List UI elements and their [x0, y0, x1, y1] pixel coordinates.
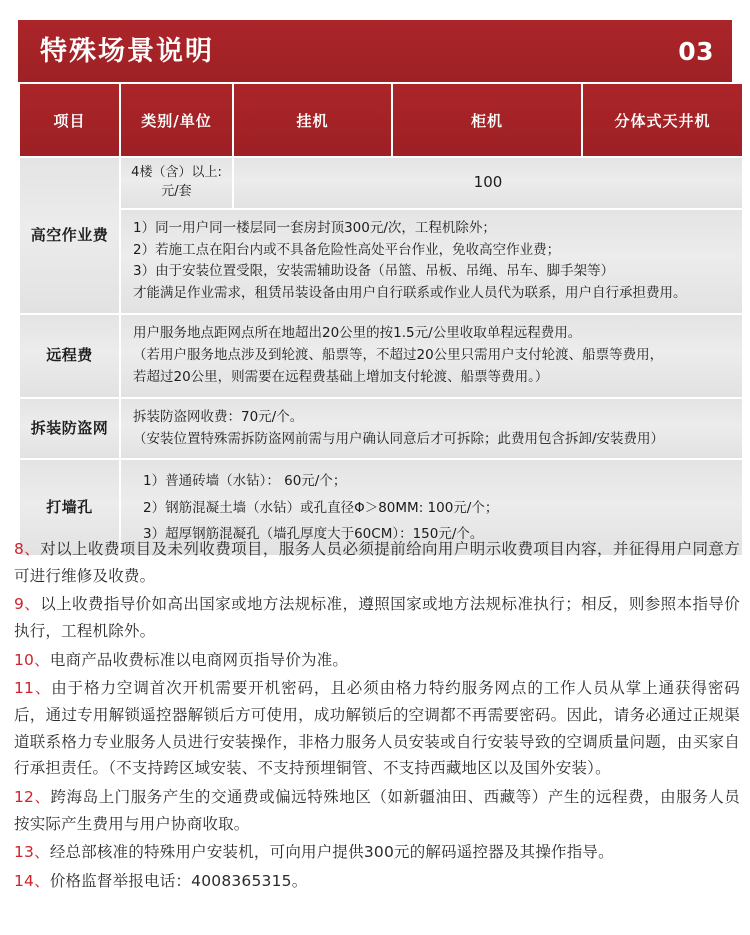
table-row [20, 399, 742, 459]
table-head [20, 84, 742, 156]
desc-line: （若用户服务地点涉及到轮渡、船票等，不超过20公里只需用户支付轮渡、船票等费用， [133, 346, 664, 363]
table-row [20, 210, 742, 313]
desc-line: 拆装防盗网收费：70元/个。 [133, 408, 304, 425]
row-item-name: 高空作业费 [20, 158, 119, 313]
row-unit-cell [121, 158, 232, 208]
note-text: 价格监督举报电话：4008365315。 [49, 871, 308, 890]
note-item-11 [14, 675, 740, 782]
column-header-wall-mounted: 挂机 [234, 84, 391, 156]
row-description [121, 399, 742, 459]
column-header-split-ceiling: 分体式天井机 [583, 84, 742, 156]
note-text: 经总部核准的特殊用户安装机，可向用户提供300元的解码遥控器及其操作指导。 [49, 843, 614, 862]
note-item-12 [14, 784, 740, 837]
desc-line: 2）钢筋混凝土墙（水钻）或孔直径Φ＞80MM: 100元/个； [143, 499, 499, 516]
note-item-10 [14, 647, 740, 674]
fee-table [18, 82, 744, 557]
table-row [20, 315, 742, 397]
desc-line: 3）由于安装位置受限，安装需辅助设备（吊篮、吊板、吊绳、吊车、脚手架等） [133, 263, 615, 280]
row-description [121, 210, 742, 313]
row-item-name: 远程费 [20, 315, 119, 397]
page-title: 特殊场景说明 [40, 35, 214, 67]
note-number: 8、 [14, 540, 41, 558]
desc-line: 若超过20公里，则需要在远程费基础上增加支付轮渡、船票等费用。） [133, 368, 549, 385]
desc-line: 2）若施工点在阳台内或不具备危险性高处平台作业，免收高空作业费； [133, 241, 561, 258]
note-text: 由于格力空调首次开机需要开机密码，且必须由格力特约服务网点的工作人员从掌上通获得密码后，通过专用解锁遥控器解锁后方可使用，成功解锁后的空调都不再需要密码。因此，请务必通过正规渠道联系格力专业服务人员进行安装操作，非格力服务人员安装或自行安装导致的空调质量问题，由买家自行承担责任。（不支持跨区域安装、不支持预埋铜管、不支持西藏地区以及国外安装）。 [14, 679, 741, 778]
desc-line: 1）普通砖墙（水钻）： 60元/个； [143, 473, 347, 490]
note-text: 跨海岛上门服务产生的交通费或偏远特殊地区（如新疆油田、西藏等）产生的远程费，由服务人员按实际产生费用与用户协商收取。 [14, 787, 740, 833]
table-header-row [20, 84, 742, 156]
desc-line: 才能满足作业需求，租赁吊装设备由用户自行联系或作业人员代为联系，用户自行承担费用。 [133, 285, 687, 302]
note-text: 以上收费指导价如高出国家或地方法规标准，遵照国家或地方法规标准执行；相反，则参照本指导价执行，工程机除外。 [14, 595, 740, 640]
unit-line-1: 4楼（含）以上: [131, 165, 222, 180]
table-row [20, 158, 742, 208]
note-text: 对以上收费项目及未列收费项目，服务人员必须提前给向用户明示收费项目内容，并征得用户同意方可进行维修及收费。 [14, 540, 740, 585]
column-header-cabinet: 柜机 [393, 84, 581, 156]
note-item-13 [14, 839, 740, 866]
row-description [121, 315, 742, 397]
row-price-value: 100 [234, 158, 742, 208]
note-item-9 [14, 591, 740, 644]
desc-line: 用户服务地点距网点所在地超出20公里的按1.5元/公里收取单程远程费用。 [133, 325, 582, 342]
note-number: 14、 [14, 871, 50, 890]
note-number: 11、 [14, 679, 52, 698]
desc-line: 1）同一用户同一楼层同一套房封顶300元/次，工程机除外； [133, 219, 496, 236]
column-header-item: 项目 [20, 84, 119, 156]
note-number: 12、 [14, 787, 51, 806]
note-item-8 [14, 536, 740, 589]
note-text: 电商产品收费标准以电商网页指导价为准。 [49, 650, 349, 669]
column-header-category-unit: 类别/单位 [121, 84, 232, 156]
notes-list [14, 536, 740, 897]
note-item-14 [14, 868, 740, 895]
section-banner [18, 20, 732, 82]
unit-line-2: 元/套 [161, 183, 192, 199]
note-number: 9、 [14, 595, 41, 614]
row-item-name: 拆装防盗网 [20, 399, 119, 459]
desc-line: 3）超厚钢筋混凝孔（墙孔厚度大于60CM）：150元/个。 [143, 526, 484, 543]
row-item-name: 打墙孔 [20, 460, 119, 555]
section-number: 03 [678, 36, 714, 66]
table-body [20, 158, 742, 555]
note-number: 10、 [14, 650, 50, 669]
desc-line: （安装位置特殊需拆防盗网前需与用户确认同意后才可拆除；此费用包含拆卸/安装费用） [133, 430, 665, 447]
note-number: 13、 [14, 843, 50, 862]
